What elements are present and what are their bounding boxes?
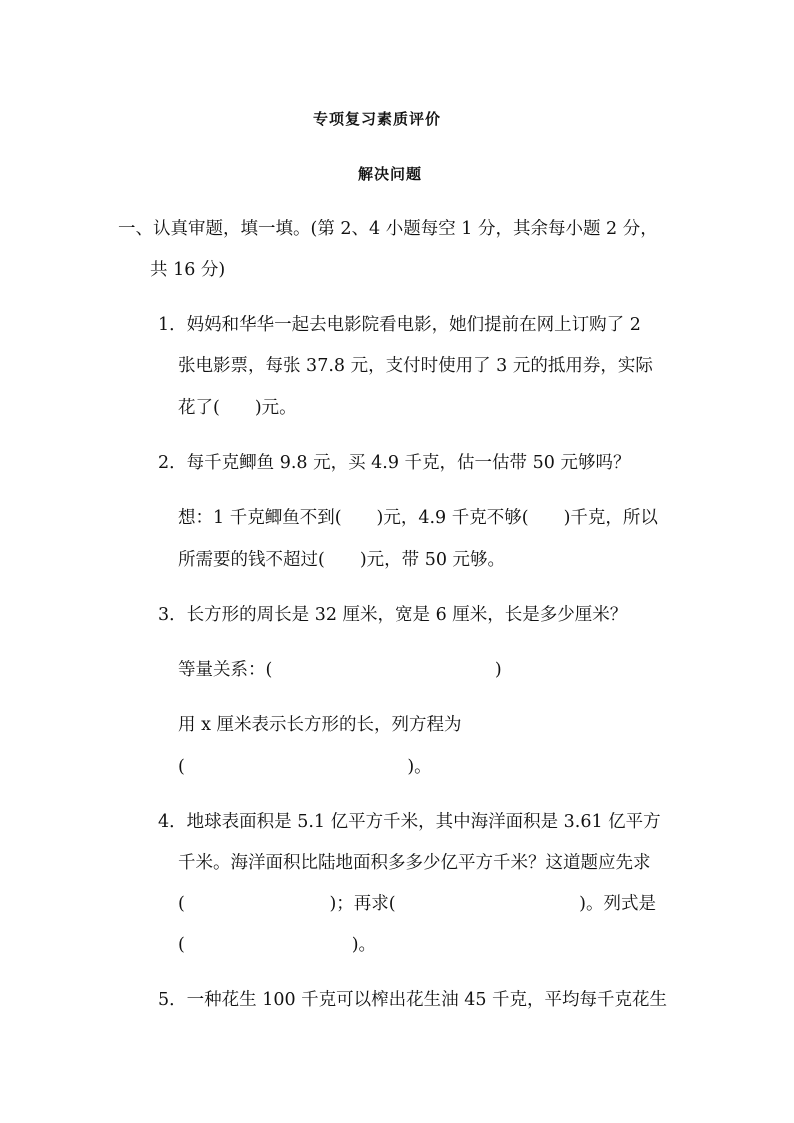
question-1-line-3: 花了( )元。 bbox=[178, 398, 297, 418]
question-2-line-2: 想：1 千克鲫鱼不到( )元，4.9 千克不够( )千克，所以 bbox=[178, 508, 658, 528]
question-4-line-4: ( )。 bbox=[178, 935, 377, 955]
question-5-line-1: 5．一种花生 100 千克可以榨出花生油 45 千克，平均每千克花生 bbox=[158, 990, 668, 1010]
section-heading-line-2: 共 16 分) bbox=[150, 260, 226, 280]
question-2-line-1: 2．每千克鲫鱼 9.8 元，买 4.9 千克，估一估带 50 元够吗？ bbox=[158, 453, 631, 473]
question-1-line-2: 张电影票，每张 37.8 元，支付时使用了 3 元的抵用券，实际 bbox=[178, 356, 653, 376]
section-heading-line-1: 一、认真审题，填一填。(第 2、4 小题每空 1 分，其余每小题 2 分， bbox=[118, 219, 658, 239]
question-4-line-1: 4．地球表面积是 5.1 亿平方千米，其中海洋面积是 3.61 亿平方 bbox=[158, 812, 661, 832]
question-4-line-3: ( )；再求( )。列式是 bbox=[178, 894, 657, 914]
question-3-line-4: ( )。 bbox=[178, 757, 432, 777]
question-2-line-3: 所需要的钱不超过( )元，带 50 元够。 bbox=[178, 550, 506, 570]
question-3-line-3: 用 x 厘米表示长方形的长，列方程为 bbox=[178, 715, 462, 735]
question-1-line-1: 1．妈妈和华华一起去电影院看电影，她们提前在网上订购了 2 bbox=[158, 315, 641, 335]
page-subtitle: 解决问题 bbox=[358, 165, 423, 183]
question-4-line-2: 千米。海洋面积比陆地面积多多少亿平方千米？这道题应先求 bbox=[178, 853, 651, 873]
question-3-line-1: 3．长方形的周长是 32 厘米，宽是 6 厘米，长是多少厘米？ bbox=[158, 605, 628, 625]
page-title: 专项复习素质评价 bbox=[313, 110, 442, 128]
question-3-line-2: 等量关系：( ) bbox=[178, 660, 502, 680]
